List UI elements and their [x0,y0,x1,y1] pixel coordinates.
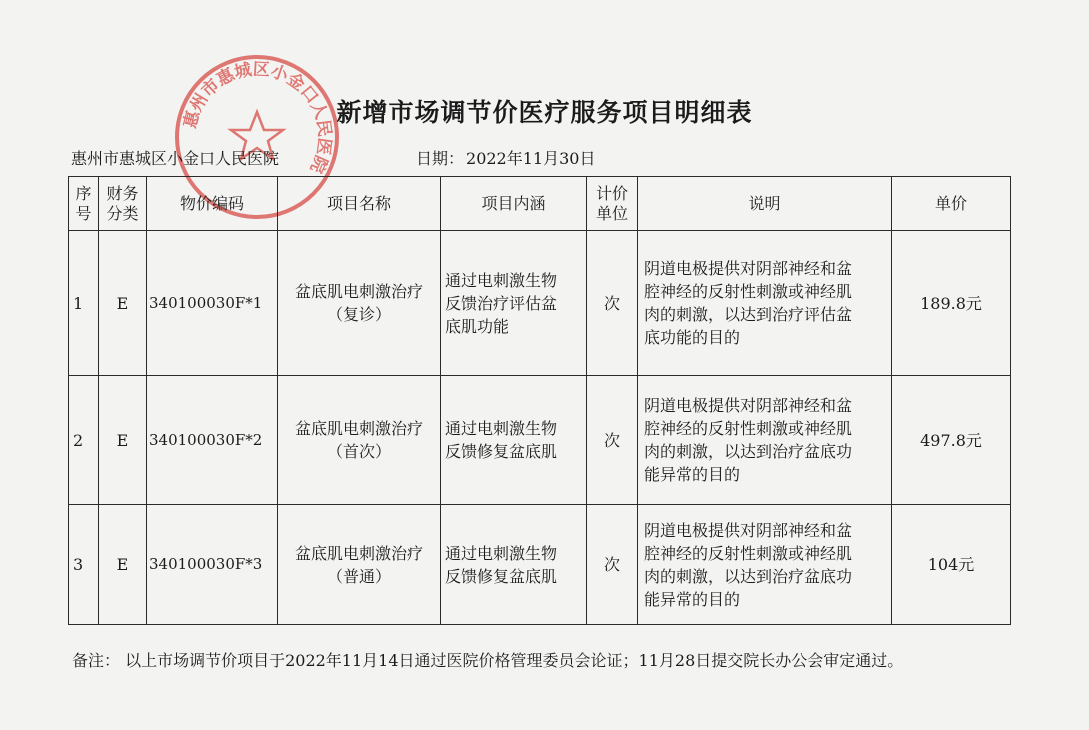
cell-desc: 阴道电极提供对阴部神经和盆 腔神经的反射性刺激或神经肌 肉的刺激，以达到治疗盆底功 能异常的目的 [638,376,892,505]
date-value: 2022年11月30日 [466,149,596,168]
cell-content: 通过电刺激生物 反馈治疗评估盆 底肌功能 [441,231,587,376]
table-row [69,376,1011,505]
header-seq: 序 号 [69,177,99,231]
cell-unit: 次 [587,376,638,505]
page-title: 新增市场调节价医疗服务项目明细表 [336,98,753,127]
cell-code: 340100030F*1 [147,231,278,376]
cell-seq: 3 [69,505,99,625]
cell-name: 盆底肌电刺激治疗 （复诊） [278,231,441,376]
cell-unit: 次 [587,231,638,376]
price-table [68,176,1011,625]
cell-content: 通过电刺激生物 反馈修复盆底肌 [441,505,587,625]
header-category: 财务 分类 [99,177,147,231]
cell-desc: 阴道电极提供对阴部神经和盆 腔神经的反射性刺激或神经肌 肉的刺激，以达到治疗盆底功 能异常的目的 [638,505,892,625]
cell-desc: 阴道电极提供对阴部神经和盆 腔神经的反射性刺激或神经肌 肉的刺激，以达到治疗评估盆 底功能的目的 [638,231,892,376]
cell-category: E [99,231,147,376]
cell-name: 盆底肌电刺激治疗 （首次） [278,376,441,505]
cell-code: 340100030F*2 [147,376,278,505]
cell-price: 189.8元 [892,231,1011,376]
cell-seq: 2 [69,376,99,505]
cell-price: 497.8元 [892,376,1011,505]
cell-seq: 1 [69,231,99,376]
header-code: 物价编码 [147,177,278,231]
header-content: 项目内涵 [441,177,587,231]
header-desc: 说明 [638,177,892,231]
footnote: 备注： 以上市场调节价项目于2022年11月14日通过医院价格管理委员会论证；11月28日提交院长办公会审定通过。 [72,651,904,670]
cell-content: 通过电刺激生物 反馈修复盆底肌 [441,376,587,505]
hospital-name: 惠州市惠城区小金口人民医院 [71,149,280,168]
cell-name: 盆底肌电刺激治疗 （普通） [278,505,441,625]
table-header-row [69,177,1011,231]
cell-category: E [99,505,147,625]
seal-text: 惠州市惠城区小金口人民医院 [180,59,335,176]
header-unit: 计价 单位 [587,177,638,231]
table-row [69,505,1011,625]
table-row [69,231,1011,376]
cell-unit: 次 [587,505,638,625]
header-price: 单价 [892,177,1011,231]
cell-code: 340100030F*3 [147,505,278,625]
document-date [416,146,597,169]
header-name: 项目名称 [278,177,441,231]
cell-price: 104元 [892,505,1011,625]
date-label: 日期： [416,149,465,168]
cell-category: E [99,376,147,505]
